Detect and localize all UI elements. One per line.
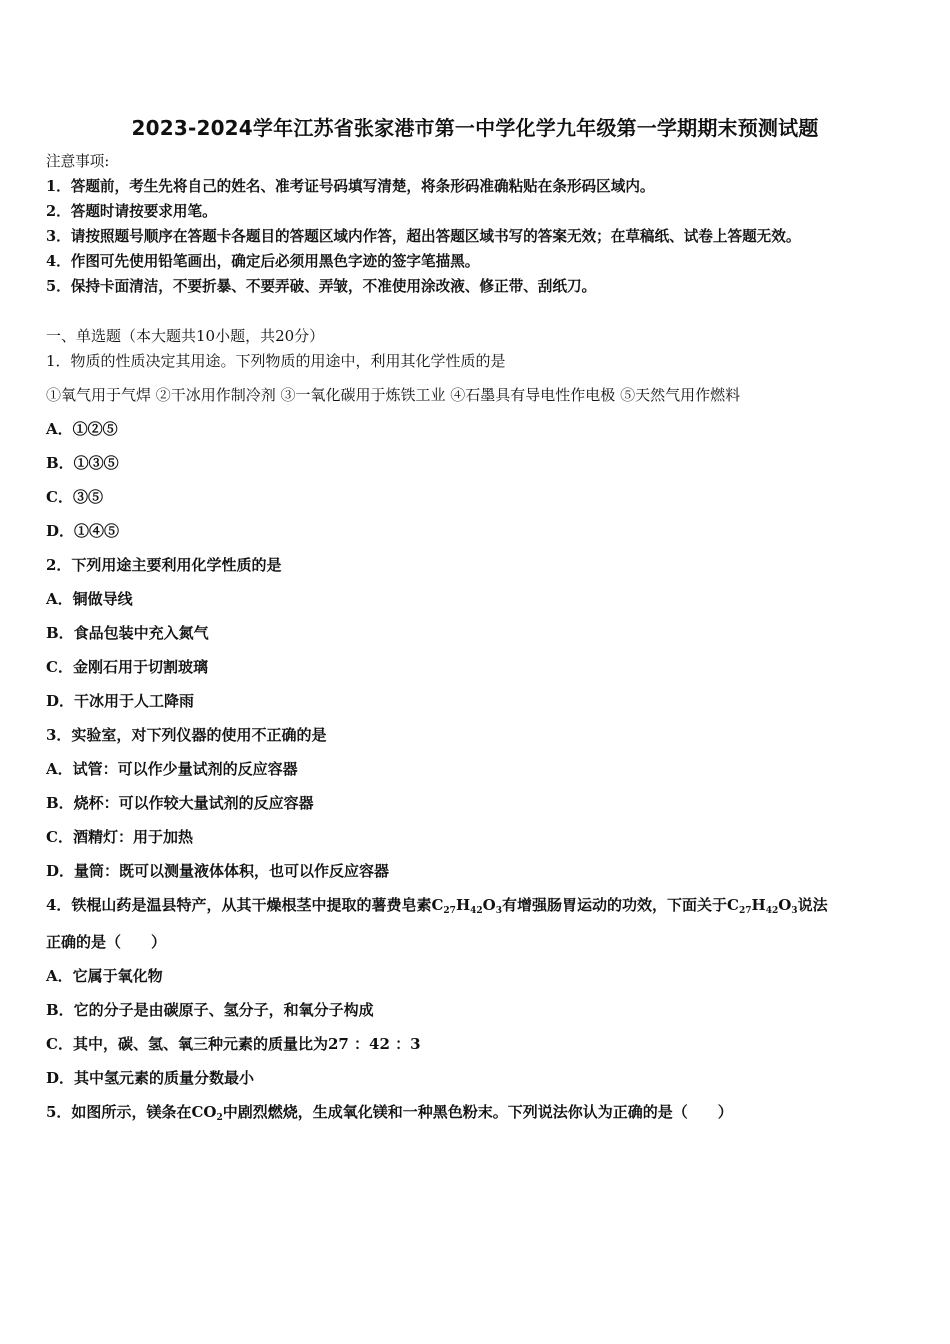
formula: $C_{27}H_{42}O_3$ [431,896,502,916]
question-3-option-d: D．量筒：既可以测量液体体积，也可以作反应容器 [46,862,390,880]
notice-heading: 注意事项: [46,153,110,170]
question-5-stem [46,1102,733,1122]
question-1-option-b: B．①③⑤ [46,454,119,472]
question-2-option-a: A．铜做导线 [46,590,133,608]
formula: $C_{27}H_{42}O_3$ [727,896,798,916]
question-3-option-c: C．酒精灯：用于加热 [46,828,193,846]
notice-item: 2．答题时请按要求用笔。 [46,203,217,220]
question-5-stem-part: 5．如图所示，镁条在 [46,1103,192,1121]
question-1-stem: 1．物质的性质决定其用途。下列物质的用途中，利用其化学性质的是 [46,352,506,370]
page-title: 2023-2024学年江苏省张家港市第一中学化学九年级第一学期期末预测试题 [131,116,819,140]
question-4-option-a: A．它属于氧化物 [46,967,163,985]
question-2-option-b: B．食品包装中充入氮气 [46,624,209,642]
question-3-stem: 3．实验室，对下列仪器的使用不正确的是 [46,726,327,744]
question-4-option-c: C．其中，碳、氢、氧三种元素的质量比为27 ：42 ：3 [46,1035,421,1053]
question-4-stem-part: 说法 [797,896,828,914]
question-2-option-d: D．干冰用于人工降雨 [46,692,195,710]
notice-item: 5．保持卡面清洁，不要折暴、不要弄破、弄皱，不准使用涂改液、修正带、刮纸刀。 [46,278,597,295]
notice-item: 4．作图可先使用铅笔画出，确定后必须用黑色字迹的签字笔描黑。 [46,253,480,270]
question-1-list: ①氧气用于气焊 ②干冰用作制冷剂 ③一氧化碳用于炼铁工业 ④石墨具有导电性作电极 ⑤天然气用作燃料 [46,386,741,404]
question-4-stem-continued: 正确的是（ ） [46,933,167,951]
section-heading: 一、单选题（本大题共10小题，共20分） [46,327,325,345]
question-1-option-a: A．①②⑤ [46,420,118,438]
question-4-stem-part: 4．铁棍山药是温县特产，从其干燥根茎中提取的薯费皂素 [46,896,432,914]
question-5-stem-part: 中剧烈燃烧，生成氧化镁和一种黑色粉末。下列说法你认为正确的是（ ） [222,1103,733,1121]
notice-item: 1．答题前，考生先将自己的姓名、准考证号码填写清楚，将条形码准确粘贴在条形码区域内。 [46,178,655,195]
question-1-option-c: C．③⑤ [46,488,103,506]
question-4-stem [46,895,828,915]
question-3-option-b: B．烧杯：可以作较大量试剂的反应容器 [46,794,314,812]
question-2-option-c: C．金刚石用于切割玻璃 [46,658,208,676]
question-3-option-a: A．试管：可以作少量试剂的反应容器 [46,760,298,778]
question-2-stem: 2．下列用途主要利用化学性质的是 [46,556,282,574]
question-4-option-d: D．其中氢元素的质量分数最小 [46,1069,255,1087]
formula: $CO_2$ [191,1103,223,1123]
question-4-option-b: B．它的分子是由碳原子、氢分子，和氧分子构成 [46,1001,374,1019]
question-1-option-d: D．①④⑤ [46,522,120,540]
question-4-stem-part: 有增强肠胃运动的功效，下面关于 [502,896,728,914]
notice-item: 3．请按照题号顺序在答题卡各题目的答题区域内作答，超出答题区域书写的答案无效；在草稿纸、试卷上答题无效。 [46,228,801,245]
